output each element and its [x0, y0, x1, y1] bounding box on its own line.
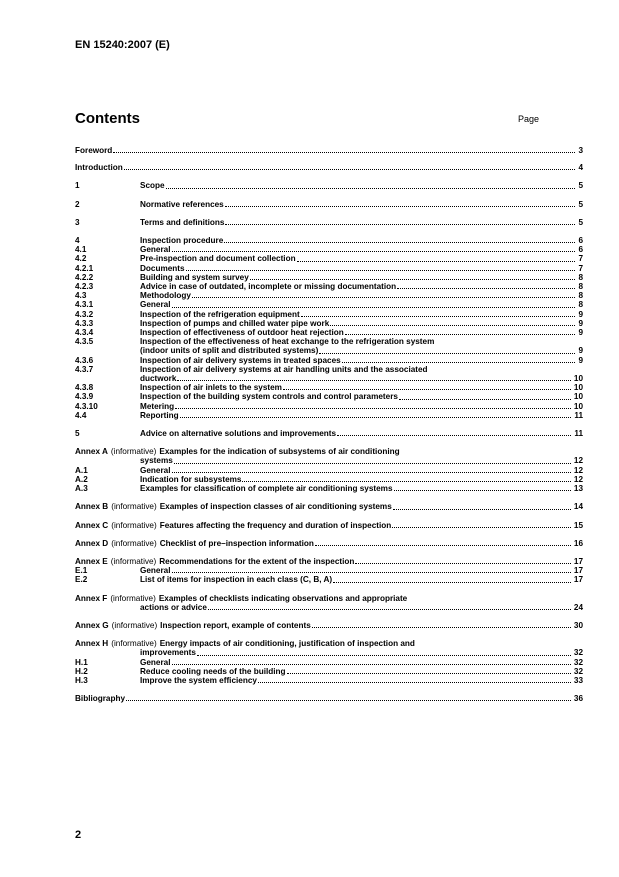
toc-entry-page: 30 [573, 620, 583, 630]
toc-leader-dots [175, 402, 571, 409]
toc-leader-dots [345, 328, 576, 335]
toc-entry[interactable] [75, 648, 583, 657]
toc-entry-number: 4.3.1 [75, 300, 94, 310]
toc-entry-title: Indication for subsystems [140, 474, 242, 484]
toc-entry-title: List of items for inspection in each class (C, B, A) [140, 575, 333, 585]
toc-annex-entry[interactable] [75, 557, 583, 566]
toc-leader-dots [319, 347, 575, 354]
toc-entry-number: 1 [75, 181, 80, 191]
toc-leader-dots [174, 457, 571, 464]
toc-entry-page: 17 [573, 556, 583, 566]
toc-leader-dots [192, 291, 576, 298]
toc-entry-page: 8 [578, 291, 583, 301]
toc-entry[interactable] [75, 245, 583, 254]
toc-entry-page: 16 [573, 538, 583, 548]
toc-leader-dots [287, 667, 571, 674]
toc-annex-label: Annex G [75, 620, 109, 630]
toc-annex-informative: (informative) [110, 447, 157, 457]
toc-entry-number: 2 [75, 199, 80, 209]
toc-entry[interactable] [75, 181, 583, 190]
toc-annex-entry[interactable] [75, 639, 583, 648]
toc-entry-title: Inspection of air delivery systems at air handling units and the associated [140, 364, 428, 374]
toc-entry[interactable] [75, 319, 583, 328]
page-title: Contents [75, 110, 140, 127]
toc-entry-page: 36 [573, 694, 583, 704]
toc-entry-title: actions or advice [140, 602, 207, 612]
toc-entry[interactable] [75, 218, 583, 227]
toc-entry[interactable] [75, 411, 583, 420]
toc-entry[interactable] [75, 310, 583, 319]
toc-entry-title: Checklist of pre–inspection information [159, 538, 314, 548]
toc-entry-title: Building and system survey [140, 272, 249, 282]
toc-entry-title: General [140, 300, 171, 310]
toc-entry[interactable] [75, 346, 583, 355]
toc-entry[interactable] [75, 466, 583, 475]
toc-entry-title: systems [140, 456, 173, 466]
toc-leader-dots [113, 146, 575, 153]
toc-entry-title: General [140, 566, 171, 576]
toc-entry-title: Terms and definitions [140, 217, 225, 227]
toc-entry-page: 9 [578, 309, 583, 319]
toc-entry-number: 4.3.4 [75, 328, 94, 338]
toc-entry[interactable] [75, 356, 583, 365]
toc-entry-title: Inspection of air delivery systems in treated spaces [140, 355, 341, 365]
toc-annex-informative: (informative) [110, 593, 156, 603]
toc-leader-dots [315, 539, 571, 546]
toc-entry[interactable] [75, 694, 583, 703]
toc-leader-dots [394, 484, 571, 491]
toc-entry-page: 10 [573, 383, 583, 393]
toc-leader-dots [242, 475, 570, 482]
toc-entry[interactable] [75, 566, 583, 575]
toc-entry-number: H.1 [75, 657, 88, 667]
toc-entry-page: 6 [578, 245, 583, 255]
toc-entry[interactable] [75, 383, 583, 392]
toc-leader-dots [180, 411, 572, 418]
toc-entry-title: Features affecting the frequency and duration of inspection [159, 520, 392, 530]
toc-entry-page: 10 [573, 392, 583, 402]
toc-entry-title: Documents [140, 263, 185, 273]
toc-entry[interactable] [75, 264, 583, 273]
toc-annex-label: Annex C [75, 520, 109, 530]
toc-leader-dots [393, 503, 571, 510]
toc-annex-label: Annex A [75, 447, 108, 457]
toc-entry-page: 11 [574, 429, 583, 439]
toc-entry-title: Inspection of air inlets to the system [140, 383, 282, 393]
toc-leader-dots [224, 236, 575, 243]
toc-leader-dots [312, 621, 571, 628]
toc-entry-number: 4.3.6 [75, 355, 94, 365]
toc-entry-number: 4.3.8 [75, 383, 94, 393]
toc-entry-page: 17 [573, 575, 583, 585]
toc-leader-dots [126, 694, 571, 701]
toc-entry-page: 12 [573, 456, 583, 466]
toc-annex-entry[interactable] [75, 594, 583, 603]
toc-annex-entry[interactable] [75, 539, 583, 548]
toc-leader-dots [124, 163, 576, 170]
toc-entry[interactable] [75, 300, 583, 309]
toc-entry-title: Reporting [140, 410, 179, 420]
toc-entry-title: Examples of checklists indicating observations and appropriate [158, 593, 408, 603]
toc-leader-dots [337, 429, 571, 436]
toc-leader-dots [250, 273, 576, 280]
toc-leader-dots [333, 576, 571, 583]
toc-entry-number: H.3 [75, 675, 88, 685]
toc-entry-title: Examples for classification of complete air conditioning systems [140, 484, 393, 494]
toc-entry-page: 32 [573, 657, 583, 667]
toc-entry-title: Inspection procedure [140, 236, 224, 246]
toc-entry[interactable] [75, 291, 583, 300]
toc-entry-title: Energy impacts of air conditioning, justification of inspection and [159, 639, 415, 649]
toc-leader-dots [177, 374, 570, 381]
toc-entry-page: 8 [578, 272, 583, 282]
toc-entry[interactable] [75, 456, 583, 465]
toc-entry-title: improvements [140, 648, 196, 658]
page-column-label: Page [518, 114, 540, 124]
toc-leader-dots [355, 557, 570, 564]
toc-entry[interactable] [75, 475, 583, 484]
toc-entry-page: 8 [578, 300, 583, 310]
toc-annex-entry[interactable] [75, 447, 583, 456]
toc-leader-dots [397, 282, 575, 289]
toc-entry-number: 4.2.1 [75, 263, 94, 273]
toc-entry[interactable] [75, 575, 583, 584]
toc-entry-page: 11 [574, 410, 583, 420]
toc-entry-title: Methodology [140, 291, 191, 301]
toc-entry-number: 4.3.2 [75, 309, 94, 319]
toc-entry-number: 4.4 [75, 410, 87, 420]
toc-entry-number: 4.3 [75, 291, 87, 301]
toc-leader-dots [342, 356, 576, 363]
toc-leader-dots [186, 264, 576, 271]
toc-entry-page: 4 [578, 163, 583, 173]
toc-entry-title: Inspection report, example of contents [160, 620, 311, 630]
toc-entry[interactable] [75, 163, 583, 172]
toc-annex-label: Annex E [75, 556, 108, 566]
toc-entry[interactable] [75, 658, 583, 667]
toc-entry-number: E.1 [75, 566, 88, 576]
toc-entry[interactable] [75, 337, 583, 346]
toc-entry-page: 32 [573, 648, 583, 658]
toc-annex-informative: (informative) [111, 538, 157, 548]
toc-entry-number: 4 [75, 236, 80, 246]
toc-entry-title: General [140, 245, 171, 255]
toc-annex-entry[interactable] [75, 502, 583, 511]
toc-leader-dots [297, 255, 576, 262]
toc-entry[interactable] [75, 365, 583, 374]
toc-entry-title: Inspection of effectiveness of outdoor heat rejection [140, 328, 344, 338]
toc-entry-number: A.1 [75, 465, 88, 475]
toc-annex-label: Annex F [75, 593, 108, 603]
toc-entry-title: Introduction [75, 163, 123, 173]
toc-entry-number: 5 [75, 429, 80, 439]
toc-entry-title: Inspection of the effectiveness of heat exchange to the refrigeration system [140, 337, 435, 347]
toc-entry[interactable] [75, 429, 583, 438]
toc-entry-number: E.2 [75, 575, 88, 585]
toc-entry[interactable] [75, 374, 583, 383]
toc-entry-number: 4.2.2 [75, 272, 94, 282]
toc-entry[interactable] [75, 484, 583, 493]
toc-entry[interactable] [75, 603, 583, 612]
toc-entry-title: Examples for the indication of subsystems of air conditioning [159, 447, 400, 457]
toc-entry-title: (indoor units of split and distributed systems) [140, 346, 319, 356]
toc-entry-number: 4.1 [75, 245, 87, 255]
toc-entry-page: 7 [578, 254, 583, 264]
toc-leader-dots [172, 566, 571, 573]
toc-entry-number: 4.3.7 [75, 364, 94, 374]
toc-annex-entry[interactable] [75, 621, 583, 630]
toc-entry-page: 7 [578, 263, 583, 273]
toc-entry[interactable] [75, 402, 583, 411]
toc-entry[interactable] [75, 254, 583, 263]
toc-leader-dots [330, 319, 575, 326]
toc-leader-dots [172, 658, 571, 665]
toc-entry-title: Pre-inspection and document collection [140, 254, 296, 264]
toc-entry-number: 4.2 [75, 254, 87, 264]
toc-entry[interactable] [75, 282, 583, 291]
toc-entry-title: Inspection of the refrigeration equipment [140, 309, 300, 319]
toc-entry-number: 4.3.5 [75, 337, 94, 347]
toc-entry-page: 12 [573, 474, 583, 484]
toc-entry-page: 13 [573, 484, 583, 494]
toc-leader-dots [172, 245, 576, 252]
toc-entry-page: 15 [573, 520, 583, 530]
toc-entry-title: Inspection of the building system controls and control parameters [140, 392, 398, 402]
toc-entry-page: 17 [573, 566, 583, 576]
toc-leader-dots [301, 310, 576, 317]
toc-entry-number: 4.3.3 [75, 318, 94, 328]
toc-entry-page: 5 [578, 181, 583, 191]
toc-entry-page: 9 [578, 318, 583, 328]
toc-entry-page: 33 [573, 675, 583, 685]
toc-leader-dots [166, 182, 576, 189]
toc-annex-label: Annex B [75, 502, 109, 512]
toc-annex-label: Annex D [75, 538, 109, 548]
toc-entry-page: 12 [573, 465, 583, 475]
toc-entry-page: 14 [573, 502, 583, 512]
toc-entry-page: 10 [573, 401, 583, 411]
toc-entry-title: Advice in case of outdated, incomplete or missing documentation [140, 282, 397, 292]
toc-entry-page: 24 [573, 602, 583, 612]
toc-entry-title: General [140, 657, 171, 667]
toc-entry[interactable] [75, 200, 583, 209]
toc-entry-title: Bibliography [75, 694, 126, 704]
toc-leader-dots [225, 200, 576, 207]
toc-annex-informative: (informative) [110, 556, 157, 566]
toc-annex-informative: (informative) [111, 620, 158, 630]
toc-entry-title: Normative references [140, 199, 224, 209]
toc-entry-title: General [140, 465, 171, 475]
toc-entry-title: Foreword [75, 146, 113, 155]
toc-annex-informative: (informative) [111, 520, 157, 530]
toc-entry-number: 3 [75, 217, 80, 227]
toc-entry-page: 5 [578, 199, 583, 209]
toc-leader-dots [208, 603, 571, 610]
toc-leader-dots [197, 649, 571, 656]
toc-entry[interactable] [75, 667, 583, 676]
toc-entry-number: 4.3.9 [75, 392, 94, 402]
toc-leader-dots [225, 218, 575, 225]
toc-entry-title: Metering [140, 401, 175, 411]
toc-leader-dots [399, 393, 571, 400]
table-of-contents [75, 146, 583, 703]
toc-entry[interactable] [75, 146, 583, 155]
toc-entry-title: Recommendations for the extent of the inspection [159, 556, 355, 566]
toc-entry-title: Scope [140, 181, 165, 191]
toc-entry-title: Reduce cooling needs of the building [140, 666, 286, 676]
toc-entry-number: H.2 [75, 666, 88, 676]
toc-entry-number: 4.2.3 [75, 282, 94, 292]
page-number: 2 [75, 829, 82, 841]
toc-entry-page: 5 [578, 217, 583, 227]
toc-entry-title: Inspection of pumps and chilled water pipe work [140, 318, 330, 328]
toc-entry-page: 9 [578, 328, 583, 338]
toc-entry-number: A.3 [75, 484, 88, 494]
toc-entry-number: A.2 [75, 474, 88, 484]
toc-entry[interactable] [75, 676, 583, 685]
toc-entry-title: Examples of inspection classes of air conditioning systems [159, 502, 392, 512]
toc-leader-dots [283, 383, 571, 390]
toc-entry-title: Advice on alternative solutions and improvements [140, 429, 337, 439]
toc-leader-dots [172, 466, 571, 473]
document-header: EN 15240:2007 (E) [75, 39, 170, 51]
toc-entry-title: ductwork [140, 374, 177, 384]
toc-annex-informative: (informative) [111, 502, 157, 512]
toc-entry-page: 3 [578, 146, 583, 155]
toc-entry-title: Improve the system efficiency [140, 675, 257, 685]
toc-annex-entry[interactable] [75, 521, 583, 530]
toc-entry[interactable] [75, 392, 583, 401]
toc-entry-page: 9 [578, 346, 583, 356]
toc-leader-dots [172, 301, 576, 308]
toc-entry[interactable] [75, 328, 583, 337]
toc-annex-label: Annex H [75, 639, 109, 649]
toc-entry-number: 4.3.10 [75, 401, 98, 411]
toc-entry-page: 9 [578, 355, 583, 365]
toc-annex-informative: (informative) [111, 639, 157, 649]
toc-entry-page: 32 [573, 666, 583, 676]
toc-entry-page: 10 [573, 374, 583, 384]
toc-leader-dots [392, 521, 571, 528]
toc-entry[interactable] [75, 273, 583, 282]
toc-leader-dots [258, 676, 571, 683]
toc-entry-page: 6 [578, 236, 583, 246]
toc-entry[interactable] [75, 236, 583, 245]
toc-entry-page: 8 [578, 282, 583, 292]
